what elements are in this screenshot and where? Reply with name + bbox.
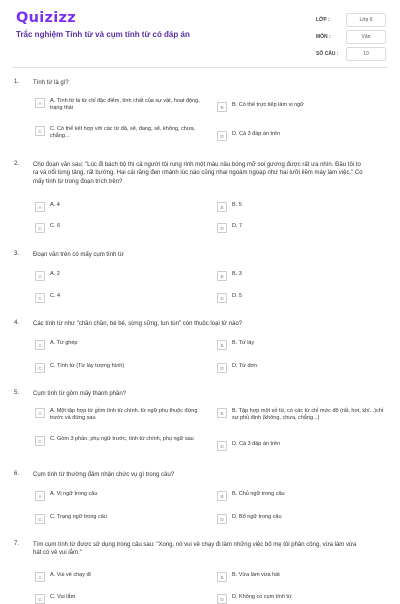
- question-number: 7.: [14, 541, 20, 547]
- option-c[interactable]: [35, 126, 207, 140]
- socau-label: SỐ CÂU :: [316, 50, 339, 57]
- option-letter: D: [217, 223, 227, 233]
- option-letter: D: [217, 441, 227, 451]
- option-letter: C: [35, 514, 45, 524]
- question-text: Tìm cụm tính từ được sử dụng trong câu sau: "Xong, nó vui vẻ chạy đi làm những việc bố mẹ tôi phân công, vừa làm vừa hát có vẻ vui lắm.": [33, 542, 357, 557]
- option-text: B. Từ láy: [232, 340, 255, 346]
- lop-value: Lớp 6: [346, 13, 386, 27]
- question-number: 5.: [14, 390, 20, 396]
- meta-row-socau: [316, 46, 386, 61]
- option-text: A. Vị ngữ trong câu: [50, 491, 98, 497]
- option-letter: D: [217, 363, 227, 373]
- option-d[interactable]: [217, 223, 385, 233]
- question-text: Các tính từ như "chần chần, bé bé, sừng sững, tun tún" còn thuộc loại từ nào?: [33, 321, 243, 327]
- option-c[interactable]: [35, 293, 207, 303]
- option-a[interactable]: [35, 98, 207, 112]
- option-letter: D: [217, 514, 227, 524]
- option-letter: C: [35, 126, 45, 136]
- option-d[interactable]: [217, 441, 385, 451]
- option-letter: C: [35, 436, 45, 446]
- option-letter: B: [217, 102, 227, 112]
- worksheet-title: Trắc nghiệm Tính từ và cụm tính từ có đáp án: [16, 30, 190, 39]
- option-b[interactable]: [217, 572, 385, 582]
- option-text: A. Một tập hợp từ gồm tính từ chính, từ ngữ phụ thuộc đứng trước và đứng sau: [50, 408, 198, 422]
- option-letter: C: [35, 293, 45, 303]
- mon-value: Văn: [346, 30, 386, 44]
- option-letter: D: [217, 594, 227, 604]
- option-letter: A: [35, 572, 45, 582]
- option-text: D. Cả 3 đáp án trên: [232, 441, 281, 447]
- option-text: C. Trạng ngữ trong câu: [50, 514, 107, 520]
- option-text: B. Chủ ngữ trong câu: [232, 491, 285, 497]
- option-d[interactable]: [217, 293, 385, 303]
- option-text: A. Tính từ là từ chỉ đặc điểm, tính chất của sự vật, hoạt động, trạng thái: [50, 98, 200, 112]
- option-text: D. Cả 3 đáp án trên: [232, 131, 281, 137]
- option-letter: B: [217, 202, 227, 212]
- question-number: 4.: [14, 320, 20, 326]
- option-letter: A: [35, 271, 45, 281]
- option-letter: D: [217, 293, 227, 303]
- socau-value: 10: [346, 47, 386, 61]
- option-text: A. Vui vẻ chạy đi: [50, 572, 91, 578]
- option-b[interactable]: [217, 202, 385, 212]
- quizizz-logo: Quizizz: [16, 10, 77, 26]
- option-a[interactable]: [35, 408, 207, 422]
- question-number: 3.: [14, 251, 20, 257]
- question-text: Cụm tính từ thường đảm nhận chức vụ gì trong câu?: [33, 472, 175, 478]
- option-a[interactable]: [35, 271, 207, 281]
- option-text: D. 5: [232, 293, 243, 299]
- option-letter: B: [217, 271, 227, 281]
- option-c[interactable]: [35, 223, 207, 233]
- option-text: C. Gồm 3 phần, phụ ngữ trước, tính từ chính, phụ ngữ sau: [50, 436, 194, 442]
- worksheet-header: [0, 0, 400, 68]
- option-letter: C: [35, 363, 45, 373]
- option-b[interactable]: [217, 491, 385, 501]
- option-letter: C: [35, 594, 45, 604]
- option-text: A. 2: [50, 271, 60, 277]
- option-letter: B: [217, 408, 227, 418]
- option-letter: A: [35, 98, 45, 108]
- option-text: B. 5: [232, 202, 242, 208]
- option-text: D. Từ đơn: [232, 363, 258, 369]
- question-text: Cho đoạn văn sau: "Lúc đi bách bộ thì cả người tôi rung rinh một màu nâu bóng mỡ soi gương được rất ưa nhìn. Đầu tôi to ra và nổi từng tảng, rất bướng. Hai cái răng đen nhánh lúc nào cũng nhai ngoàm ngoạp như hai lưỡi liềm máy làm việc." Có mấy tính từ trong đoạn trích trên?: [33, 162, 363, 185]
- option-text: B. Tập hợp một số từ, có các từ chỉ mức độ (rất, hơi, khí...)chỉ sự phủ định (không, chưa, chẳng...): [232, 408, 384, 422]
- option-b[interactable]: [217, 408, 385, 422]
- header-divider: [12, 67, 388, 68]
- option-d[interactable]: [217, 131, 385, 141]
- option-text: D. Bổ ngữ trong câu: [232, 514, 282, 520]
- option-letter: B: [217, 491, 227, 501]
- question-number: 1.: [14, 79, 20, 85]
- question-number: 6.: [14, 471, 20, 477]
- question-number: 2.: [14, 161, 20, 167]
- option-letter: A: [35, 408, 45, 418]
- option-a[interactable]: [35, 572, 207, 582]
- option-d[interactable]: [217, 594, 385, 604]
- option-letter: A: [35, 202, 45, 212]
- mon-label: MÔN :: [316, 33, 331, 40]
- option-b[interactable]: [217, 102, 385, 112]
- meta-box: [316, 12, 386, 63]
- option-text: C. Tính từ (Từ láy tượng hình): [50, 363, 125, 369]
- option-text: C. Có thể kết hợp với các từ đã, sẽ, đang, sẽ, không, chưa, chẳng…: [50, 126, 196, 140]
- question-text: Đoạn văn trên có mấy cụm tính từ: [33, 252, 124, 258]
- option-c[interactable]: [35, 436, 207, 446]
- option-text: B. 3: [232, 271, 242, 277]
- option-a[interactable]: [35, 491, 207, 501]
- option-b[interactable]: [217, 271, 385, 281]
- option-text: B. Có thể trực tiếp làm vị ngữ: [232, 102, 304, 108]
- option-text: B. Vừa làm vừa hát: [232, 572, 280, 578]
- option-text: C. 4: [50, 293, 61, 299]
- option-a[interactable]: [35, 202, 207, 212]
- option-text: C. 6: [50, 223, 61, 229]
- option-text: D. Không có cụm tính từ: [232, 594, 292, 600]
- option-text: D. 7: [232, 223, 243, 229]
- option-letter: D: [217, 131, 227, 141]
- lop-label: LỚP :: [316, 16, 330, 23]
- option-text: C. Vui lắm: [50, 594, 76, 600]
- option-b[interactable]: [217, 340, 385, 350]
- meta-row-mon: [316, 29, 386, 44]
- option-c[interactable]: [35, 514, 207, 524]
- meta-row-lop: [316, 12, 386, 27]
- option-d[interactable]: [217, 514, 385, 524]
- option-letter: A: [35, 340, 45, 350]
- option-letter: C: [35, 223, 45, 233]
- option-text: A. 4: [50, 202, 60, 208]
- option-letter: B: [217, 340, 227, 350]
- option-letter: B: [217, 572, 227, 582]
- option-c[interactable]: [35, 363, 207, 373]
- option-letter: A: [35, 491, 45, 501]
- option-a[interactable]: [35, 340, 207, 350]
- option-c[interactable]: [35, 594, 207, 604]
- question-text: Tính từ là gì?: [33, 80, 69, 86]
- option-d[interactable]: [217, 363, 385, 373]
- option-text: A. Từ ghép: [50, 340, 78, 346]
- question-text: Cụm tính từ gồm mấy thành phần?: [33, 391, 127, 397]
